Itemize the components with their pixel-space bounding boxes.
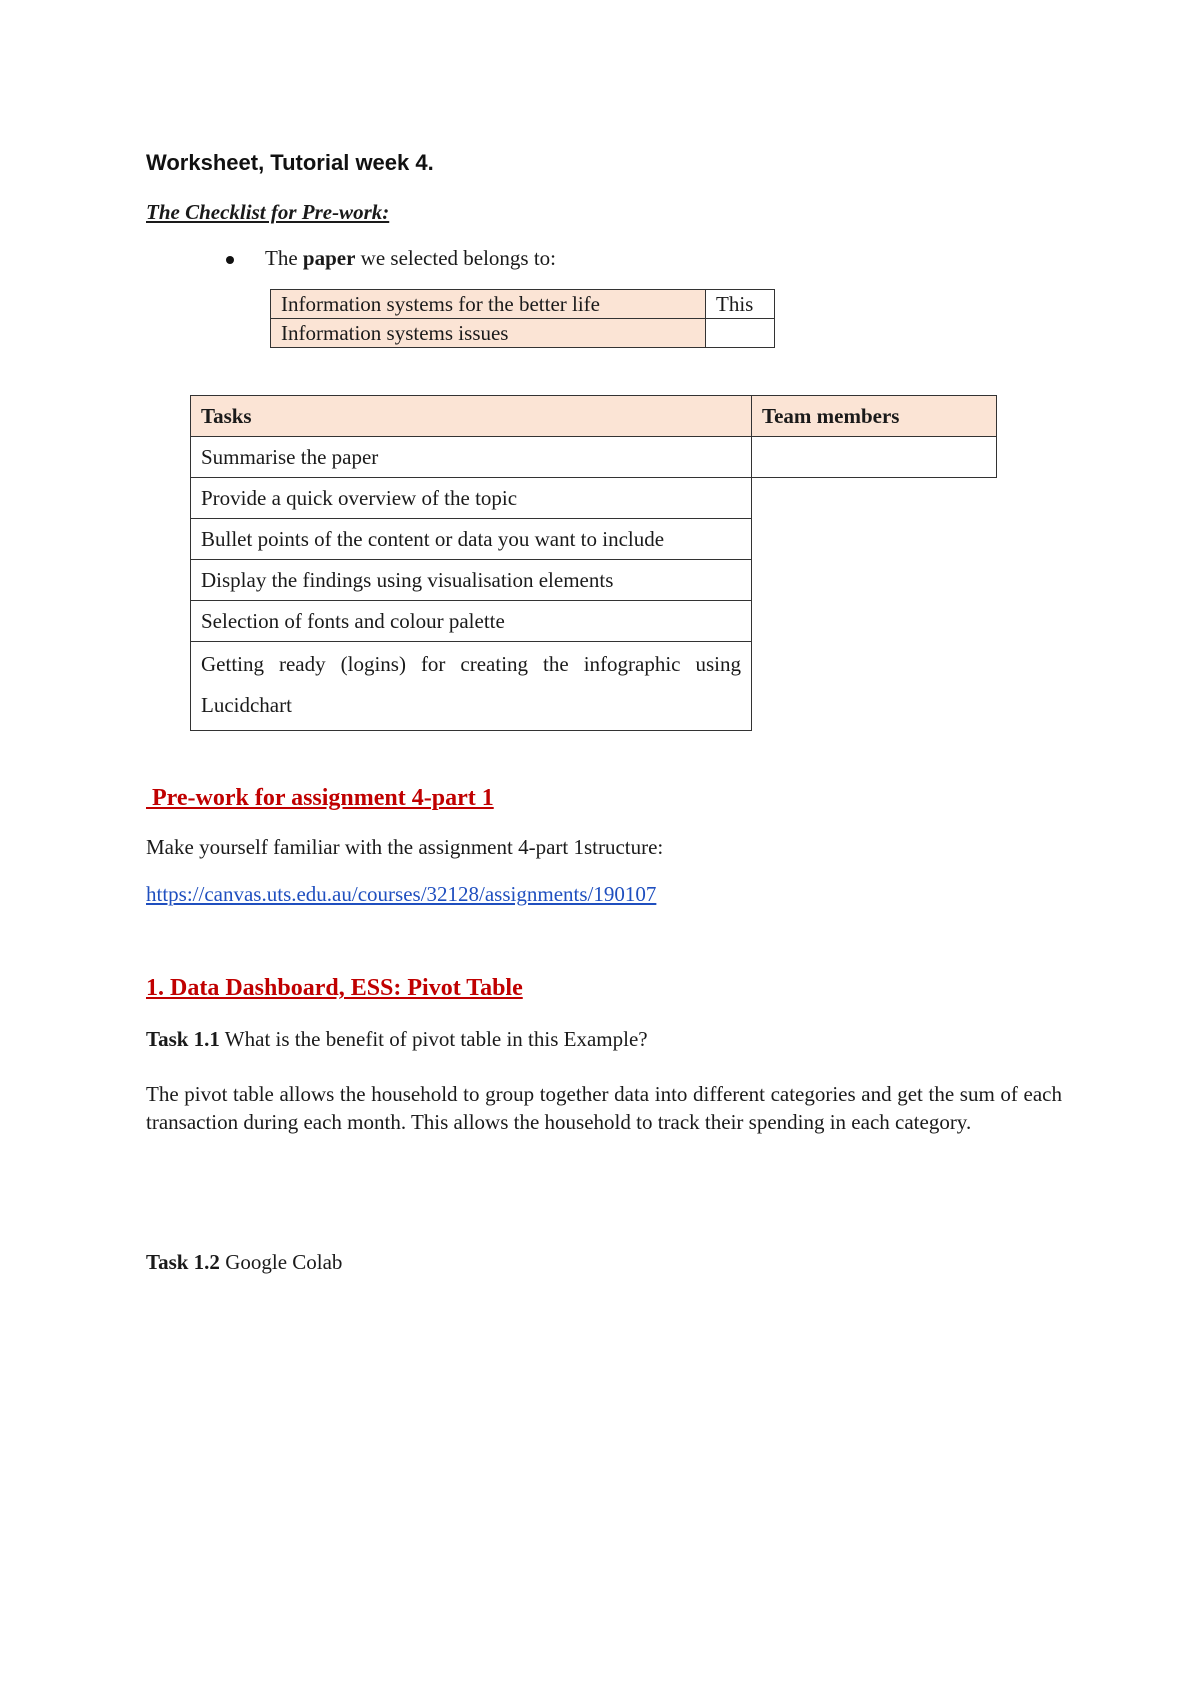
table-row	[271, 319, 775, 348]
task-1-1-label: Task 1.1	[146, 1027, 220, 1051]
empty-cell	[752, 478, 997, 519]
task-1-2-label: Task 1.2	[146, 1250, 220, 1274]
table-row	[191, 437, 997, 478]
task-cell: Summarise the paper	[191, 437, 752, 478]
bullet-prefix: The	[265, 246, 303, 270]
page-title: Worksheet, Tutorial week 4.	[146, 150, 434, 175]
table-row	[191, 519, 997, 560]
prework-heading: Pre-work for assignment 4-part 1	[146, 785, 494, 811]
task-1-2	[146, 1250, 342, 1275]
category-label: Information systems for the better life	[271, 290, 706, 319]
task-1-1	[146, 1027, 648, 1052]
bullet-suffix: we selected belongs to:	[355, 246, 557, 270]
bullet-icon	[226, 256, 234, 264]
task-1-2-text: Google Colab	[219, 1250, 343, 1274]
empty-cell	[752, 560, 997, 601]
empty-cell	[752, 642, 997, 731]
table-row	[191, 601, 997, 642]
table-row	[191, 560, 997, 601]
assignment-link[interactable]: https://canvas.uts.edu.au/courses/32128/assignments/190107	[146, 882, 657, 906]
task-1-1-question: What is the benefit of pivot table in this Example?	[219, 1027, 648, 1051]
task-cell: Provide a quick overview of the topic	[191, 478, 752, 519]
task-cell: Display the findings using visualisation elements	[191, 560, 752, 601]
task-cell: Bullet points of the content or data you want to include	[191, 519, 752, 560]
table-row	[191, 478, 997, 519]
checklist-heading: The Checklist for Pre-work:	[146, 200, 390, 224]
table-row	[271, 290, 775, 319]
task-cell: Getting ready (logins) for creating the infographic using Lucidchart	[191, 642, 752, 731]
bullet-bold-word: paper	[302, 246, 356, 270]
section-heading: 1. Data Dashboard, ESS: Pivot Table	[146, 975, 523, 1001]
category-label: Information systems issues	[271, 319, 706, 348]
bullet-text	[265, 246, 556, 271]
column-header-team-members: Team members	[752, 396, 997, 437]
empty-cell	[752, 601, 997, 642]
table-row	[191, 642, 997, 731]
column-header-tasks: Tasks	[191, 396, 752, 437]
table-header-row	[191, 396, 997, 437]
member-cell	[752, 437, 997, 478]
category-table	[270, 289, 775, 348]
prework-text: Make yourself familiar with the assignment 4-part 1structure:	[146, 835, 664, 859]
task-table	[190, 395, 997, 731]
category-value	[706, 319, 775, 348]
category-value: This	[706, 290, 775, 319]
empty-cell	[752, 519, 997, 560]
task-cell: Selection of fonts and colour palette	[191, 601, 752, 642]
task-1-1-answer: The pivot table allows the household to group together data into different categories and get the sum of each transaction during each month. This allows the household to track their spending in each category.	[146, 1082, 1062, 1134]
